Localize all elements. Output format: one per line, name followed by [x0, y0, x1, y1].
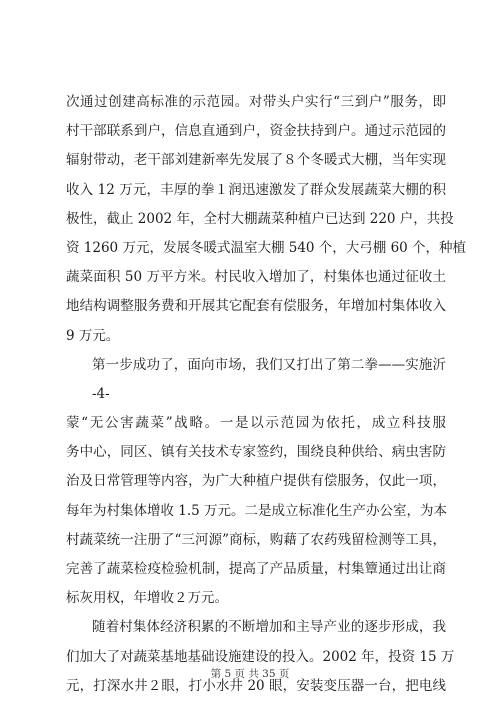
text-line: 务中心，同区、镇有关技术专家签约，围绕良种供给、病虫害防 [66, 444, 446, 461]
text-line: 蒙“无公害蔬菜”战略。一是以示范园为依托，成立科技服 [66, 415, 446, 432]
paragraph-first-line: 随着村集体经济积累的不断增加和主导产业的逐步形成，我 [92, 619, 446, 636]
paragraph-first-line: 第一步成功了，面向市场，我们又打出了第二拳——实施沂 [92, 356, 446, 373]
text-line: 治及日常管理等内容，为广大种植户提供有偿服务，仅此一项， [66, 473, 446, 490]
text-line: 村蔬菜统一注册了“三河源”商标，购藉了农药残留检测等工具， [66, 531, 446, 548]
text-line: 完善了蔬菜检疫检验机制，提高了产品质量，村集簟通过出让商 [66, 561, 446, 577]
text-line: 们加大了对蔬菜基地基础设施建设的投入。2002 年，投资 15 万 [66, 648, 455, 665]
text-line: 9 万元。 [66, 327, 120, 344]
text-line: 收入 12 万元，丰厚的拳１润迅速激发了群众发展蔬菜大棚的积 [66, 181, 446, 198]
text-line: 极性，截止 2002 年，全村大棚蔬菜种植户已达到 220 户，共投 [66, 210, 454, 227]
text-line: 次通过创建高标准的示范园。对带头户实行“三到户”服务，即 [66, 94, 446, 110]
text-line: 地结构调整服务费和开展其它配套有偿服务，年增加村集体收入 [66, 298, 446, 315]
page-footer: 第 5 页 共 35 页 [210, 668, 290, 680]
page-marker: -4- [92, 385, 110, 402]
text-line: 资 1260 万元，发展冬暖式温室大棚 540 个，大弓棚 60 个，种植 [66, 239, 467, 256]
text-line: 标灰用权，年增收２万元。 [66, 590, 228, 607]
document-body [66, 88, 467, 701]
text-line: 蔬菜面积 50 万平方米。村民收入增加了，村集体也通过征收土 [66, 269, 446, 286]
text-line: 元，打深水井２眼，打小水井 20 眼，安装变压器一台，把电线 [66, 677, 446, 694]
text-line: 辐射带动，老干部刘建新率先发展了８个冬暖式大棚，当年实现 [66, 152, 446, 169]
text-line: 每年为村集体增收 1.5 万元。二是成立标准化生产办公室，为本 [66, 502, 448, 519]
text-line: 村干部联系到户，信息直通到户，资金扶持到户。通过示范园的 [66, 123, 446, 140]
